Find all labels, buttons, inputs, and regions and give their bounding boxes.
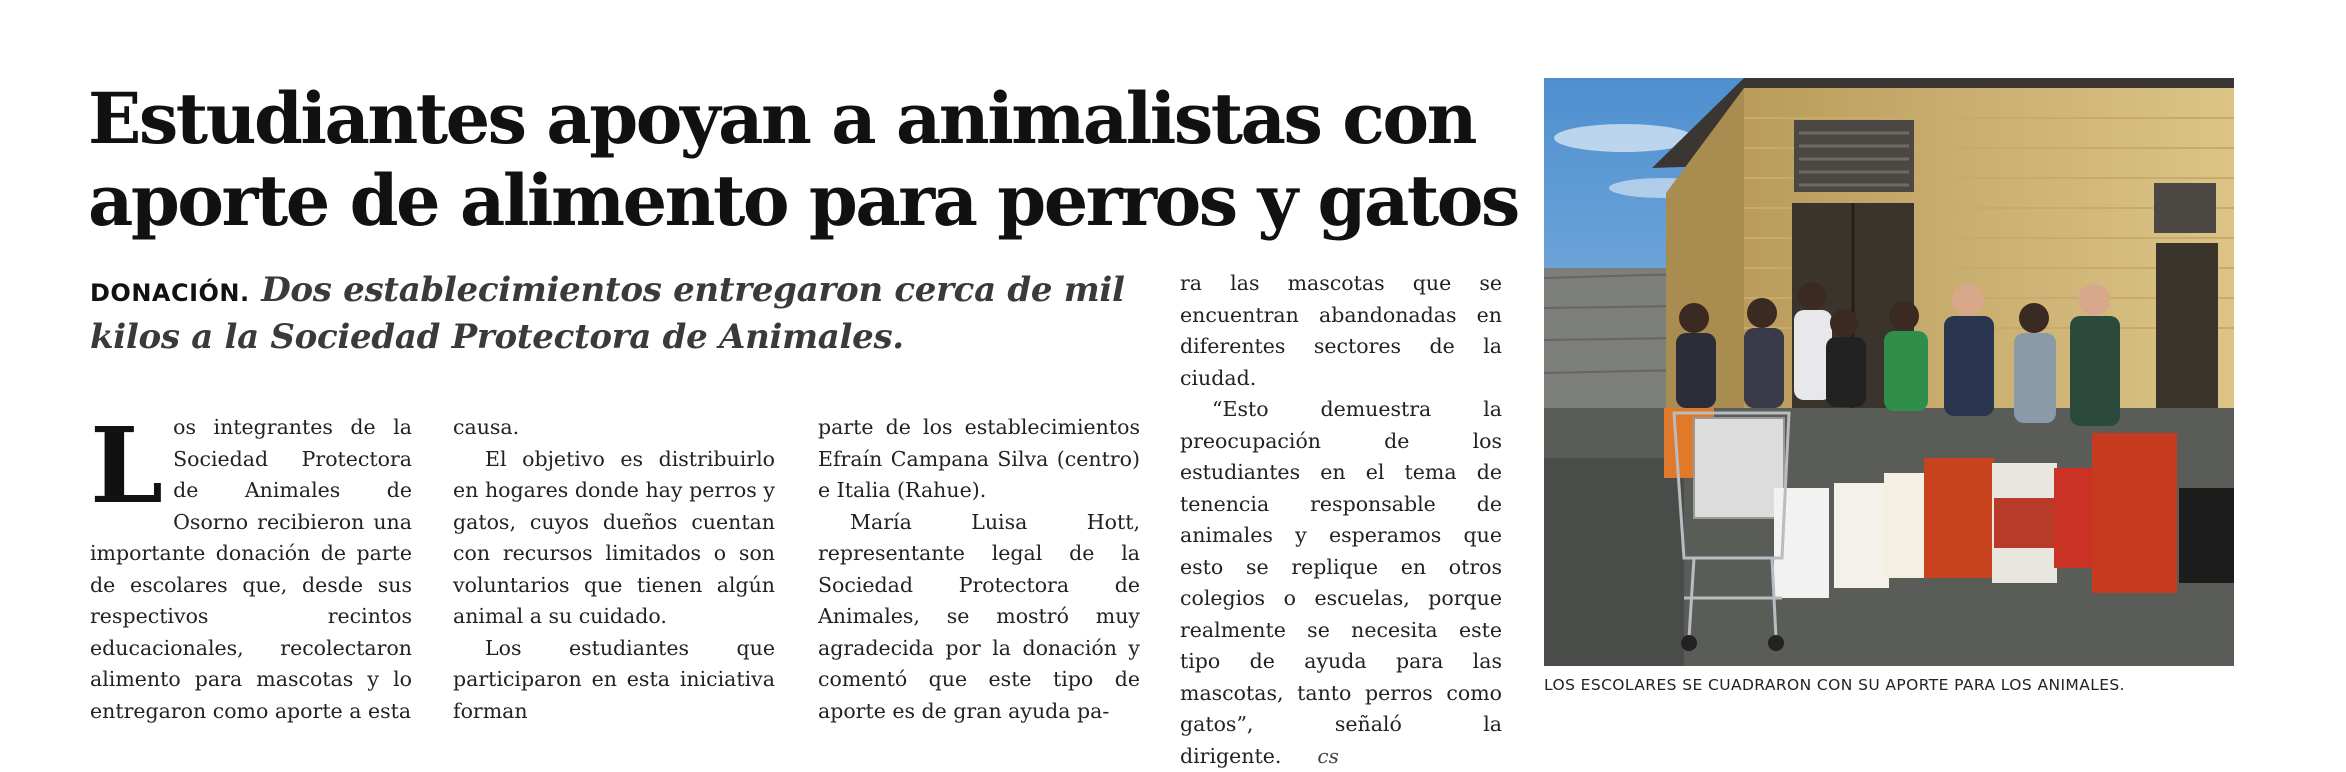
headline-line-2: aporte de alimento para perros y gatos — [88, 159, 1518, 242]
body-column-4 — [1180, 268, 1502, 772]
cart-wheel — [1768, 635, 1784, 651]
headline — [88, 77, 1518, 242]
end-mark: cs — [1317, 743, 1339, 768]
sidewalk — [1544, 458, 1684, 666]
col2-paragraph-2: El objetivo es distribuirlo en hogares donde hay perros y gatos, cuyos dueños cuentan con recursos limitados o son voluntarios que tienen algún animal a su cuidado. — [453, 446, 775, 628]
headline-line-1: Estudiantes apoyan a animalistas con — [88, 77, 1475, 160]
vent-small — [2154, 183, 2216, 233]
body-column-2 — [453, 412, 775, 727]
door-right — [2156, 243, 2218, 418]
stone-wall — [1544, 268, 1684, 418]
col2-paragraph-1: causa. — [453, 415, 520, 439]
vent — [1794, 120, 1914, 192]
col3-paragraph-2: María Luisa Hott, representante legal de la Sociedad Protectora de Animales, se mostró muy agradecida por la donación y comentó que este tipo de aporte es de gran ayuda pa- — [818, 509, 1140, 723]
col4-paragraph-2: “Esto demuestra la preocupación de los estudiantes en el tema de tenencia responsable de animales y esperamos que esto se replique en otros colegios o escuelas, porque realmente se necesita este tipo de ayuda para las mascotas, tanto perros como gatos”, señaló la dirigente. — [1180, 397, 1502, 768]
photo-illustration — [1544, 78, 2234, 666]
deck — [90, 268, 1180, 359]
deck-text: Dos establecimientos entregaron cerca de mil kilos a la Sociedad Protectora de Animales. — [90, 270, 1125, 357]
col2-paragraph-3: Los estudiantes que participaron en esta iniciativa forman — [453, 635, 775, 723]
body-column-1 — [90, 404, 412, 727]
drop-cap: L — [90, 404, 164, 527]
article-photo — [1544, 78, 2234, 666]
col4-paragraph-1: ra las mascotas que se encuentran abandonadas en diferentes sectores de la ciudad. — [1180, 271, 1502, 390]
kicker: DONACIÓN. — [90, 279, 250, 307]
body-column-3 — [818, 412, 1140, 727]
photo-caption: LOS ESCOLARES SE CUADRARON CON SU APORTE PARA LOS ANIMALES. — [1544, 676, 2125, 694]
col1-paragraph-1: os integrantes de la Sociedad Protectora de Animales de Osorno recibieron una importante donación de parte de escolares que, desde sus respectivos recintos educacionales, recolectaron alimento para mascotas y lo entregaron como aporte a esta — [90, 415, 412, 723]
col3-paragraph-1: parte de los establecimientos Efraín Campana Silva (centro) e Italia (Rahue). — [818, 415, 1140, 502]
cart-wheel — [1681, 635, 1697, 651]
